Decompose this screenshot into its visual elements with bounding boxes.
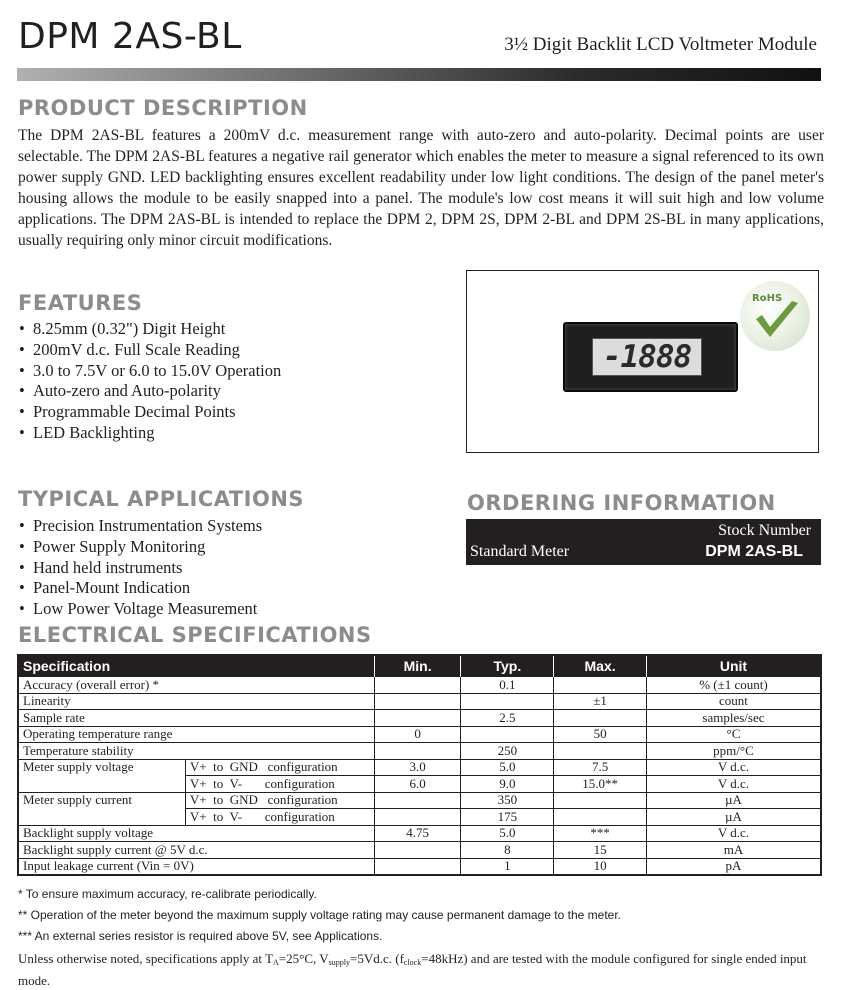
- column-header: Specification: [18, 655, 374, 677]
- checkmark-icon: [740, 281, 810, 351]
- table-cell: 350: [461, 792, 554, 809]
- test-conditions-footnote: [18, 950, 828, 990]
- footnote-subscript: clock: [403, 958, 422, 967]
- table-row: [18, 759, 821, 776]
- list-item: • Hand held instruments: [19, 558, 262, 579]
- applications-list: [19, 516, 262, 620]
- table-header-row: [18, 655, 821, 677]
- table-row: [18, 726, 821, 743]
- lcd-display: -1888: [592, 338, 702, 376]
- table-cell: V+ to GND configuration: [185, 759, 374, 776]
- table-cell: Meter supply current: [18, 792, 185, 825]
- header-gradient-bar: [17, 68, 821, 81]
- table-cell: 175: [461, 809, 554, 826]
- table-cell: count: [646, 693, 821, 710]
- table-cell: V d.c.: [646, 776, 821, 793]
- ordering-table: [466, 519, 821, 565]
- product-title: DPM 2AS-BL: [18, 16, 242, 57]
- table-cell: mA: [646, 842, 821, 859]
- table-cell: Backlight supply current @ 5V d.c.: [18, 842, 374, 859]
- footnote-text: =5Vd.c. (f: [350, 951, 404, 966]
- rohs-label: RoHS: [752, 293, 783, 304]
- product-subtitle: 3½ Digit Backlit LCD Voltmeter Module: [504, 34, 817, 55]
- table-row: [18, 677, 821, 694]
- table-cell: 7.5: [554, 759, 647, 776]
- footnote-subscript: A: [273, 958, 279, 967]
- table-cell: Backlight supply voltage: [18, 825, 374, 842]
- features-list: [19, 319, 281, 444]
- stock-number-value: DPM 2AS-BL: [705, 543, 803, 560]
- table-cell: [461, 726, 554, 743]
- table-row: [18, 858, 821, 875]
- stock-number-header: Stock Number: [718, 522, 811, 539]
- features-heading: FEATURES: [18, 291, 143, 315]
- table-cell: [554, 710, 647, 727]
- footnote-text: =25°C, V: [278, 951, 329, 966]
- table-cell: 1: [461, 858, 554, 875]
- footnote-subscript: supply: [328, 958, 350, 967]
- table-cell: 15.0**: [554, 776, 647, 793]
- table-cell: Input leakage current (Vin = 0V): [18, 858, 374, 875]
- table-cell: [374, 858, 461, 875]
- product-description-text: The DPM 2AS-BL features a 200mV d.c. measurement range with auto-zero and auto-polarity. Decimal points are user selectable. The DPM 2AS-BL features a negative rail generator which enables the meter to measure a signal referenced to its own power supply GND. LED backlighting ensures excellent readability under low light conditions. The design of the panel meter's housing allows the module to be easily snapped into a panel. The module's low cost means it will suit high and low volume applications. The DPM 2AS-BL is intended to replace the DPM 2, DPM 2S, DPM 2-BL and DPM 2S-BL in many applications, usually requiring only minor circuit modifications.: [18, 127, 824, 249]
- table-cell: 10: [554, 858, 647, 875]
- note-1: * To ensure maximum accuracy, re-calibrate periodically.: [18, 887, 317, 901]
- standard-meter-label: Standard Meter: [470, 543, 570, 560]
- table-cell: 50: [554, 726, 647, 743]
- table-cell: ***: [554, 825, 647, 842]
- electrical-specifications-table: [17, 654, 822, 876]
- ordering-information-heading: ORDERING INFORMATION: [467, 491, 776, 515]
- table-cell: [374, 743, 461, 760]
- table-cell: °C: [646, 726, 821, 743]
- footnote-text: Unless otherwise noted, specifications apply at T: [18, 951, 274, 966]
- typical-applications-heading: TYPICAL APPLICATIONS: [18, 487, 305, 511]
- table-cell: Operating temperature range: [18, 726, 374, 743]
- table-row: [18, 710, 821, 727]
- table-cell: µA: [646, 809, 821, 826]
- table-cell: V+ to GND configuration: [185, 792, 374, 809]
- table-cell: % (±1 count): [646, 677, 821, 694]
- table-cell: 3.0: [374, 759, 461, 776]
- table-cell: 9.0: [461, 776, 554, 793]
- column-header: Min.: [374, 655, 461, 677]
- table-cell: [374, 792, 461, 809]
- rohs-badge: [740, 281, 810, 351]
- list-item: • 3.0 to 7.5V or 6.0 to 15.0V Operation: [19, 361, 281, 382]
- list-item: • 200mV d.c. Full Scale Reading: [19, 340, 281, 361]
- product-image: [466, 270, 819, 453]
- table-cell: 4.75: [374, 825, 461, 842]
- list-item: • Auto-zero and Auto-polarity: [19, 381, 281, 402]
- list-item: • Programmable Decimal Points: [19, 402, 281, 423]
- list-item: • Precision Instrumentation Systems: [19, 516, 262, 537]
- note-2: ** Operation of the meter beyond the maximum supply voltage rating may cause permanent damage to the meter.: [18, 908, 621, 922]
- table-cell: Linearity: [18, 693, 374, 710]
- table-row: [18, 842, 821, 859]
- column-header: Unit: [646, 655, 821, 677]
- table-cell: µA: [646, 792, 821, 809]
- product-description-heading: PRODUCT DESCRIPTION: [18, 96, 308, 120]
- table-cell: V d.c.: [646, 759, 821, 776]
- table-cell: ±1: [554, 693, 647, 710]
- table-row: [18, 693, 821, 710]
- footnote-text: =48kHz) and are tested with the module configured for single ended input mode.: [18, 951, 807, 988]
- table-cell: 2.5: [461, 710, 554, 727]
- table-cell: [554, 743, 647, 760]
- table-cell: Sample rate: [18, 710, 374, 727]
- table-cell: Meter supply voltage: [18, 759, 185, 792]
- table-cell: V+ to V- configuration: [185, 776, 374, 793]
- list-item: • 8.25mm (0.32") Digit Height: [19, 319, 281, 340]
- table-row: [18, 825, 821, 842]
- table-cell: [374, 677, 461, 694]
- table-cell: [461, 693, 554, 710]
- table-cell: 5.0: [461, 825, 554, 842]
- column-header: Typ.: [461, 655, 554, 677]
- table-row: [18, 792, 821, 809]
- table-cell: 6.0: [374, 776, 461, 793]
- list-item: • Low Power Voltage Measurement: [19, 599, 262, 620]
- table-cell: [374, 693, 461, 710]
- note-3: *** An external series resistor is required above 5V, see Applications.: [18, 929, 383, 943]
- table-cell: [554, 809, 647, 826]
- table-cell: V+ to V- configuration: [185, 809, 374, 826]
- table-cell: [554, 792, 647, 809]
- list-item: • Panel-Mount Indication: [19, 578, 262, 599]
- column-header: Max.: [554, 655, 647, 677]
- table-cell: V d.c.: [646, 825, 821, 842]
- table-cell: ppm/°C: [646, 743, 821, 760]
- table-cell: samples/sec: [646, 710, 821, 727]
- table-cell: [374, 842, 461, 859]
- table-cell: Accuracy (overall error) *: [18, 677, 374, 694]
- electrical-specifications-heading: ELECTRICAL SPECIFICATIONS: [18, 623, 372, 647]
- table-cell: [374, 710, 461, 727]
- table-cell: Temperature stability: [18, 743, 374, 760]
- table-cell: 15: [554, 842, 647, 859]
- table-cell: [554, 677, 647, 694]
- list-item: • LED Backlighting: [19, 423, 281, 444]
- table-cell: 0.1: [461, 677, 554, 694]
- table-cell: 250: [461, 743, 554, 760]
- table-cell: 8: [461, 842, 554, 859]
- panel-meter: [563, 322, 738, 392]
- table-cell: 5.0: [461, 759, 554, 776]
- table-row: [18, 743, 821, 760]
- table-cell: 0: [374, 726, 461, 743]
- table-cell: [374, 809, 461, 826]
- list-item: • Power Supply Monitoring: [19, 537, 262, 558]
- table-cell: pA: [646, 858, 821, 875]
